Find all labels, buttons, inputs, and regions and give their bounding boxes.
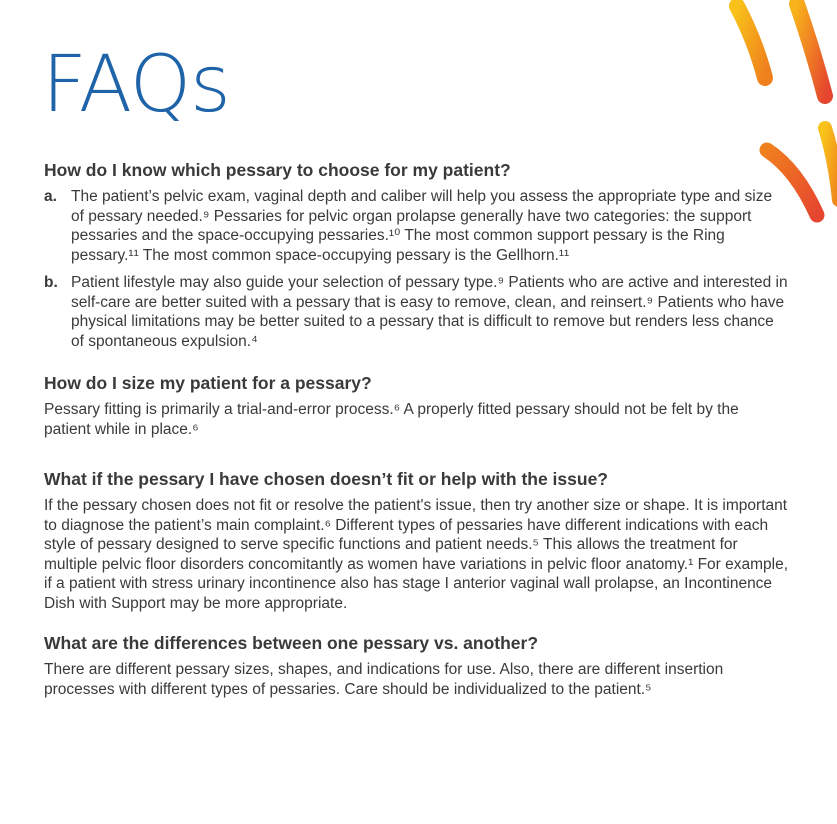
faq-question: How do I know which pessary to choose for my patient?: [44, 160, 511, 180]
faq-item-choose-pessary: [44, 160, 789, 351]
brushstroke-4: [825, 128, 837, 200]
faq-answer-text: Pessary fitting is primarily a trial-and-error process.⁶ A properly fitted pessary should not be felt by the patient while in place.⁶: [44, 401, 739, 438]
faq-answer-point-b: [44, 273, 789, 351]
faq-item-pessary-differences: [44, 633, 789, 699]
faq-question: What are the differences between one pessary vs. another?: [44, 633, 539, 653]
brushstroke-2: [797, 4, 825, 96]
list-marker: a.: [44, 188, 57, 205]
faq-item-size-pessary: [44, 373, 789, 439]
faq-question: How do I size my patient for a pessary?: [44, 373, 372, 393]
faq-answer-point-a: [44, 187, 789, 265]
faq-answer-text: Patient lifestyle may also guide your selection of pessary type.⁹ Patients who are active and interested in self-care are better suited with a pessary that is easy to remove, clean, and reinsert.⁹ Patients who have physical limitations may be better suited to a pessary that is difficult to remove but renders less chance of spontaneous expulsion.⁴: [71, 274, 788, 350]
page-title: FAQs: [42, 40, 230, 130]
faq-item-pessary-not-fitting: [44, 469, 789, 613]
faq-question: What if the pessary I have chosen doesn’t fit or help with the issue?: [44, 469, 608, 489]
faq-content: [44, 160, 789, 717]
list-marker: b.: [44, 274, 58, 291]
faq-answer-text: There are different pessary sizes, shapes, and indications for use. Also, there are different insertion processes with different types of pessaries. Care should be individualized to the patient.⁵: [44, 661, 724, 698]
faq-answer-text: The patient’s pelvic exam, vaginal depth and caliber will help you assess the appropriate type and size of pessary needed.⁹ Pessaries for pelvic organ prolapse generally have two categories: the support pessaries and the space-occupying pessaries.¹⁰ The most common support pessary is the Ring pessary.¹¹ The most common space-occupying pessary is the Gellhorn.¹¹: [71, 188, 773, 264]
faq-answer-text: If the pessary chosen does not fit or resolve the patient's issue, then try another size or shape. It is important to diagnose the patient’s main complaint.⁶ Different types of pessaries have different indications with each style of pessary designed to serve specific functions and patient needs.⁵ This allows the treatment for multiple pelvic floor disorders concomitantly as women have variations in pelvic floor anatomy.¹ For example, if a patient with stress urinary incontinence also has stage I anterior vaginal wall prolapse, an Incontinence Dish with Support may be more appropriate.: [44, 497, 789, 612]
brushstroke-1: [737, 6, 765, 78]
